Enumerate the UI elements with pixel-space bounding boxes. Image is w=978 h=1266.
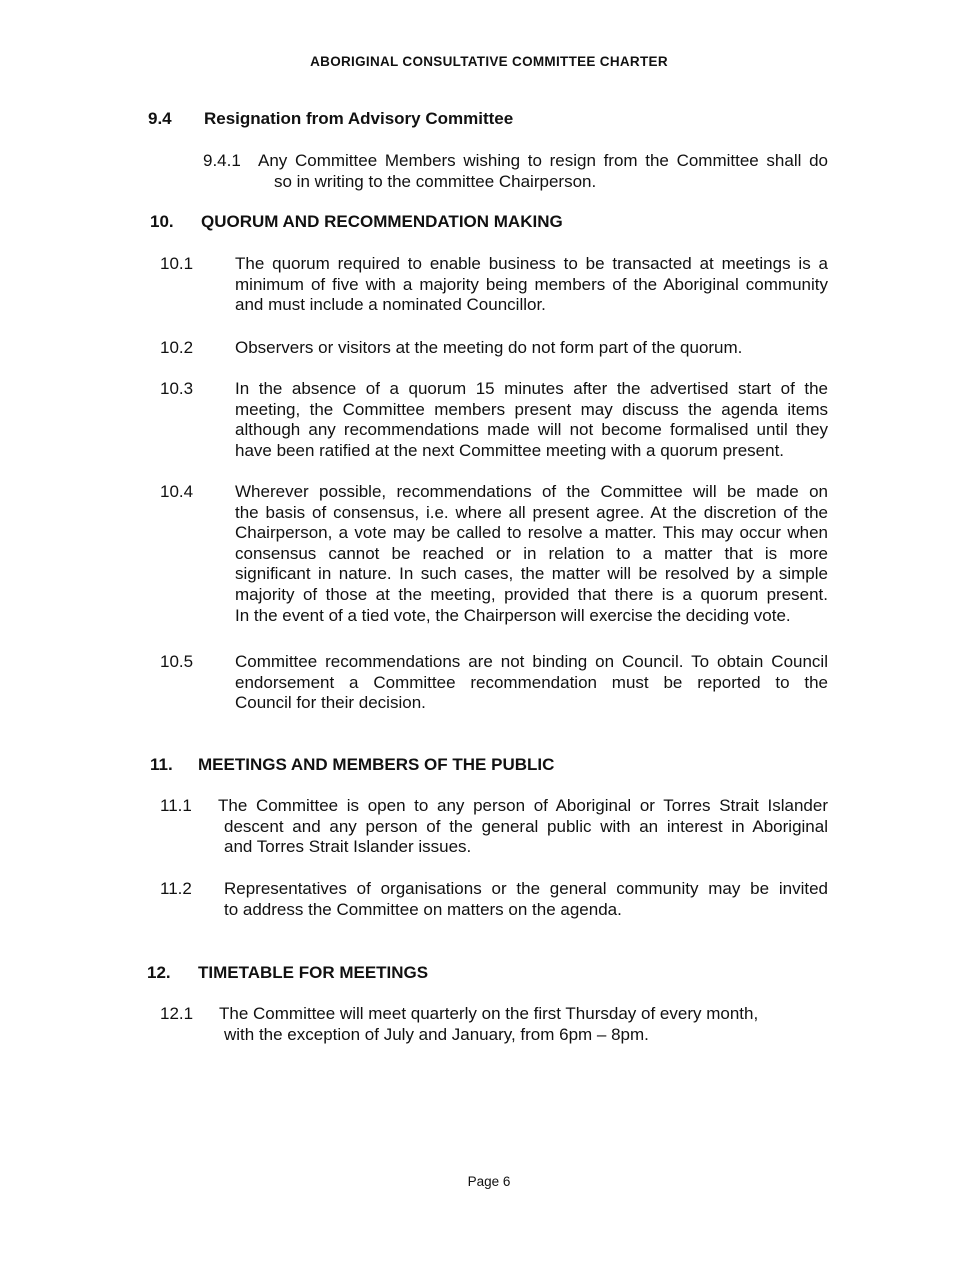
clause-line: meeting, the Committee members present may discuss the agenda items [235,399,828,419]
clause-line: to address the Committee on matters on the agenda. [224,899,622,919]
clause-line: In the event of a tied vote, the Chairperson will exercise the deciding vote. [235,605,791,625]
clause-line: The Committee is open to any person of Aboriginal or Torres Strait Islander [218,796,828,815]
section-number: 10. [150,212,174,231]
section-title: MEETINGS AND MEMBERS OF THE PUBLIC [198,755,555,774]
clause-number: 10.4 [160,482,194,501]
section-number: 12. [147,963,171,982]
clause-number: 10.1 [160,254,194,273]
clause-line: and Torres Strait Islander issues. [224,837,472,857]
clause-line: consensus cannot be reached or in relation to a matter that is more [235,543,828,563]
clause-line: have been ratified at the next Committee meeting with a quorum present. [235,440,785,460]
clause-line: The quorum required to enable business to be transacted at meetings is a [235,254,828,273]
clause-text [258,151,828,192]
clause-number: 10.2 [160,338,194,357]
clause-number: 11.2 [160,879,192,898]
section-title: TIMETABLE FOR MEETINGS [198,963,429,982]
clause-number: 10.5 [160,652,194,671]
section-title: Resignation from Advisory Committee [204,109,514,128]
section-number: 11. [150,755,173,774]
clause-line: the basis of consensus, i.e. where all present agree. At the discretion of the [235,502,828,522]
clause-line: and must include a nominated Councillor. [235,295,546,315]
clause-line: Council for their decision. [235,693,426,713]
page-header: ABORIGINAL CONSULTATIVE COMMITTEE CHARTER [310,54,668,69]
clause-line: so in writing to the committee Chairperson. [274,171,597,191]
clause-text [235,482,828,626]
clause-line: Chairperson, a vote may be called to resolve a matter. This may occur when [235,523,828,543]
clause-text [219,1004,800,1045]
clause-text [235,379,828,461]
clause-text [224,879,828,920]
section-title: QUORUM AND RECOMMENDATION MAKING [201,212,563,231]
clause-line: significant in nature. In such cases, the matter will be resolved by a simple [235,564,828,584]
clause-line: minimum of five with a majority being members of the Aboriginal community [235,274,828,294]
clause-line: descent and any person of the general public with an interest in Aboriginal [224,816,828,836]
clause-line: Representatives of organisations or the general community may be invited [224,879,828,898]
clause-line: In the absence of a quorum 15 minutes after the advertised start of the [235,379,828,398]
clause-number: 11.1 [160,796,192,815]
clause-line: although any recommendations made will not become formalised until they [235,420,828,440]
clause-text [235,652,828,714]
clause-number: 10.3 [160,379,194,398]
clause-line: endorsement a Committee recommendation must be reported to the [235,672,828,692]
clause-line: with the exception of July and January, from 6pm – 8pm. [224,1024,649,1044]
clause-line: Observers or visitors at the meeting do not form part of the quorum. [235,338,743,357]
clause-text [235,338,828,359]
clause-text [218,796,828,858]
clause-line: Any Committee Members wishing to resign from the Committee shall do [258,151,828,170]
clause-number: 12.1 [160,1004,194,1023]
page-number: Page 6 [467,1174,511,1189]
clause-text [235,254,828,316]
clause-line: Committee recommendations are not binding on Council. To obtain Council [235,652,828,671]
section-number: 9.4 [148,109,172,128]
clause-number: 9.4.1 [203,151,241,170]
clause-line: The Committee will meet quarterly on the first Thursday of every month, [219,1004,759,1023]
clause-line: majority of those at the meeting, provided that there is a quorum present. [235,584,828,604]
clause-line: Wherever possible, recommendations of the Committee will be made on [235,482,828,501]
